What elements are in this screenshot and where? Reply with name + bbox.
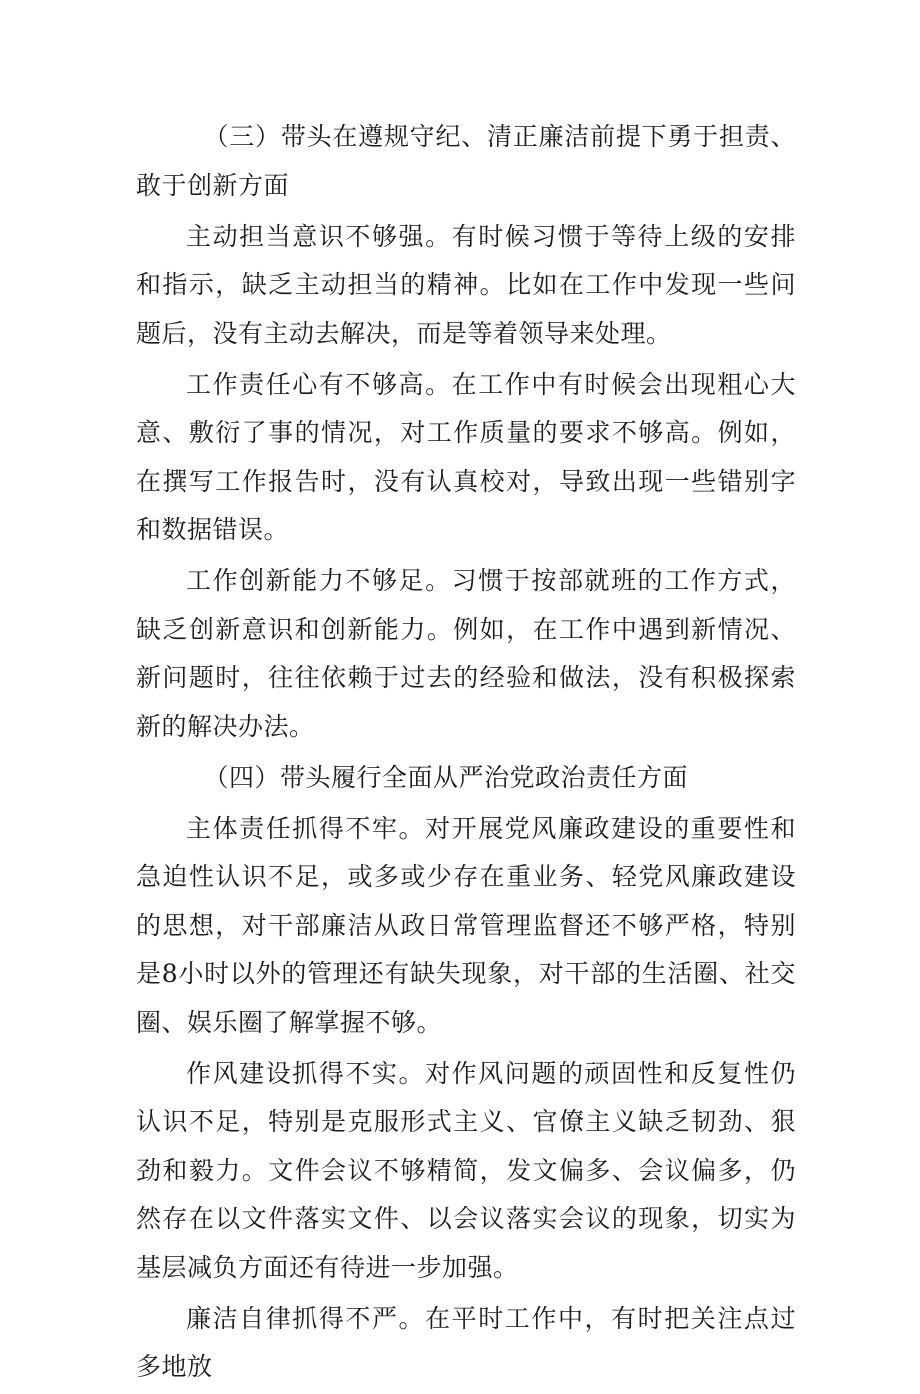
section-heading-3: （三）带头在遵规守纪、清正廉洁前提下勇于担责、敢于创新方面 <box>136 122 796 200</box>
paragraph-self-discipline: 廉洁自律抓得不严。在平时工作中，有时把关注点过多地放 <box>136 1303 796 1381</box>
paragraph-work-style: 作风建设抓得不实。对作风问题的顽固性和反复性仍认识不足，特别是克服形式主义、官僚主义缺乏韧劲、狠劲和毅力。文件会议不够精简，发文偏多、会议偏多，仍然存在以文件落实文件、以会议落实会议的现象，切实为基层减负方面还有待进一步加强。 <box>136 1058 796 1282</box>
paragraph-main-responsibility: 主体责任抓得不牢。对开展党风廉政建设的重要性和急迫性认识不足，或多或少存在重业务、轻党风廉政建设的思想，对干部廉洁从政日常管理监督还不够严格，特别是8小时以外的管理还有缺失现象，对干部的生活圈、社交圈、娱乐圈了解掌握不够。 <box>136 813 796 1037</box>
paragraph-innovation: 工作创新能力不够足。习惯于按部就班的工作方式，缺乏创新意识和创新能力。例如，在工作中遇到新情况、新问题时，往往依赖于过去的经验和做法，没有积极探索新的解决办法。 <box>136 566 796 741</box>
paragraph-initiative: 主动担当意识不够强。有时候习惯于等待上级的安排和指示，缺乏主动担当的精神。比如在工作中发现一些问题后，没有主动去解决，而是等着领导来处理。 <box>136 221 796 348</box>
section-heading-4: （四）带头履行全面从严治党政治责任方面 <box>203 762 689 792</box>
paragraph-responsibility: 工作责任心有不够高。在工作中有时候会出现粗心大意、敷衍了事的情况，对工作质量的要求不够高。例如，在撰写工作报告时，没有认真校对，导致出现一些错别字和数据错误。 <box>136 369 796 544</box>
document-body <box>136 113 796 1394</box>
